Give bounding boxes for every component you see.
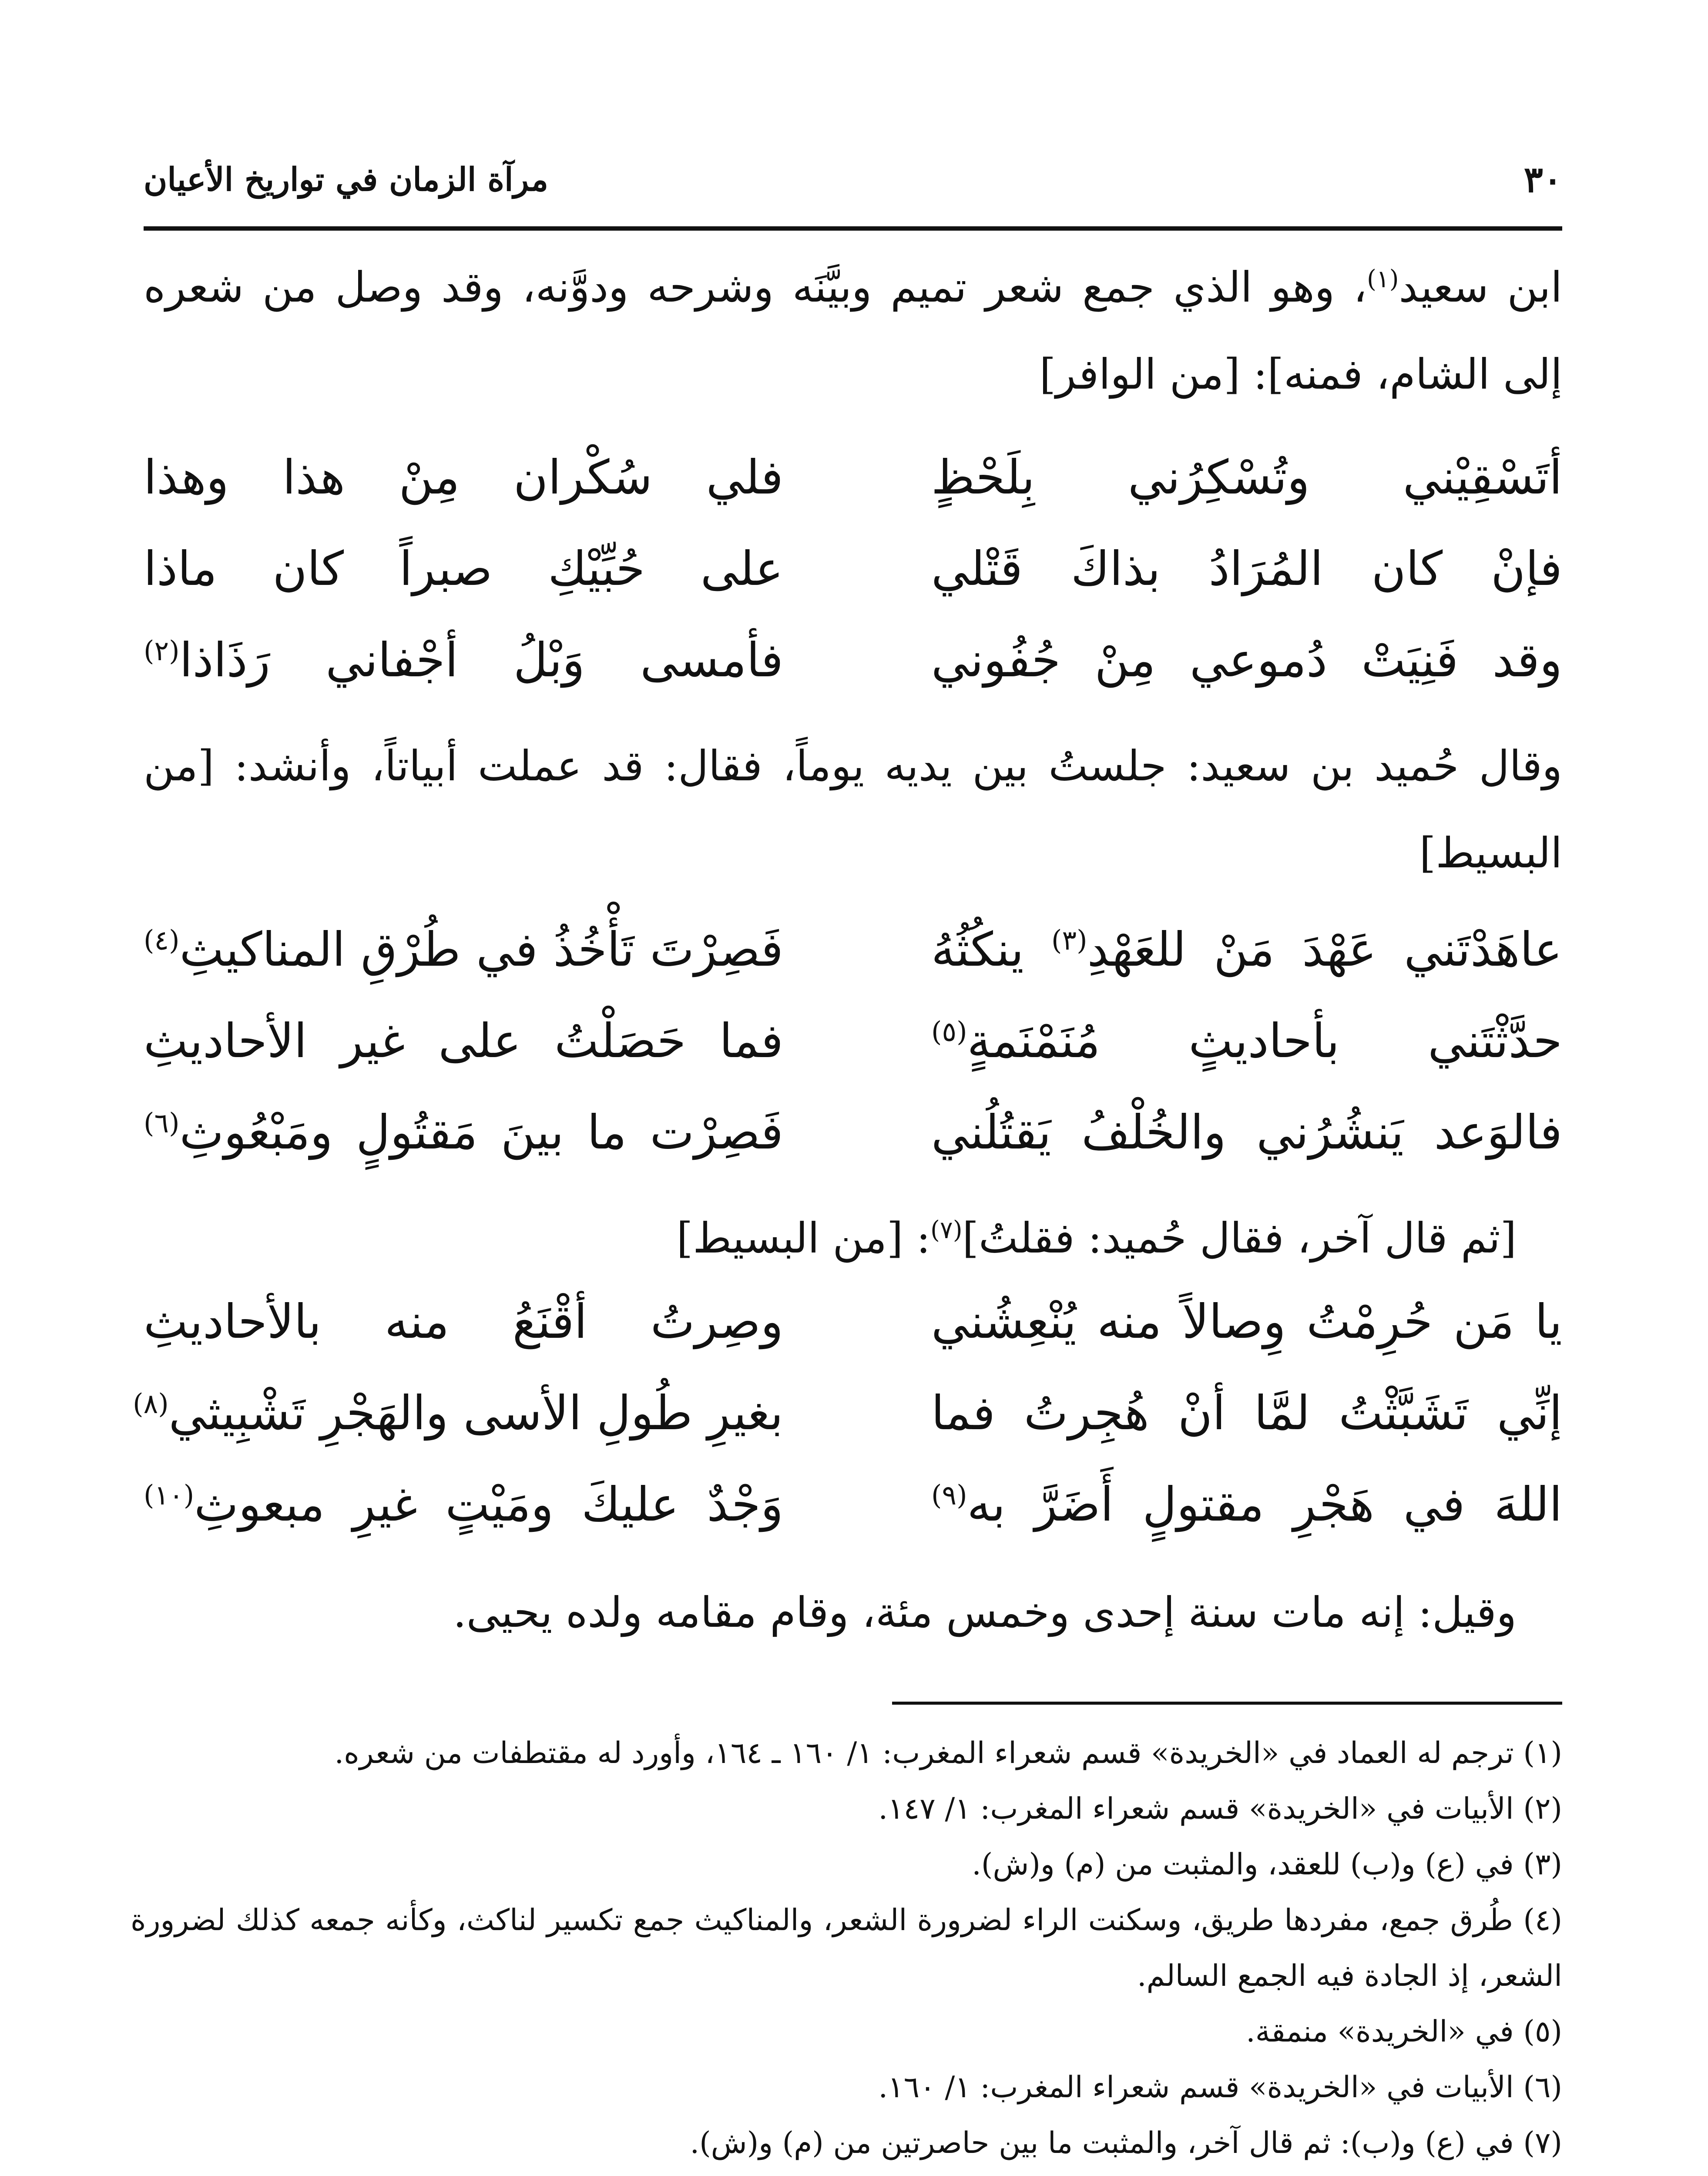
verse-hemistich-second: وصِرتُ أقْنَعُ منه بالأحاديثِ <box>144 1295 783 1349</box>
hemistich-text: بغيرِ طُولِ الأسى والهَجْرِ تَشْبِيثي <box>168 1386 783 1441</box>
footnote-5 <box>131 2004 1562 2060</box>
footnote-ref: (٥) <box>931 1016 967 1048</box>
hemistich-text: وَجْدٌ عليكَ ومَيْتٍ غيرِ مبعوثِ <box>194 1478 783 1532</box>
verse-hemistich-second: فلي سُكْران مِنْ هذا وهذا <box>144 450 783 505</box>
verse-hemistich-first <box>931 1478 1562 1532</box>
verse-hemistich-second <box>144 633 783 688</box>
footnote-number: (٧) <box>1523 2126 1562 2160</box>
footnote-text: الأبيات في «الخريدة» قسم شعراء المغرب: ١/ ١٦٠. <box>878 2070 1514 2105</box>
footnote-number: (٦) <box>1523 2070 1562 2105</box>
hemistich-text: فأمسى وَبْلُ أجْفاني رَذَاذا <box>179 633 783 688</box>
verse-hemistich-first: وقد فَنِيَتْ دُموعي مِنْ جُفُوني <box>931 633 1562 688</box>
footnote-4 <box>131 1893 1562 2004</box>
footnote-ref: (١٠) <box>144 1479 195 1511</box>
footnote-6 <box>131 2060 1562 2116</box>
intro-paragraph <box>144 244 1562 418</box>
footnote-text: في (ع) و(ب): ثم قال آخر، والمثبت ما بين حاصرتين من (م) و(ش). <box>690 2126 1514 2160</box>
narration-paragraph: وقال حُميد بن سعيد: جلستُ بين يديه يوماً، فقال: قد عملت أبياتاً، وأنشد: [من البسيط] <box>144 742 1562 877</box>
footnote-number: (١) <box>1523 1736 1562 1770</box>
footnote-number: (٣) <box>1523 1847 1562 1882</box>
footnote-2 <box>131 1781 1562 1837</box>
footnote-ref: (٨) <box>133 1388 169 1420</box>
footnote-text: في «الخريدة» منمقة. <box>1246 2015 1514 2049</box>
header-rule <box>144 226 1562 231</box>
footnote-text: طُرق جمع، مفردها طريق، وسكنت الراء لضرورة الشعر، والمناكيث جمع تكسير لناكث، وكأنه جمعه كذلك لضرورة الشعر، إذ الجادة فيه الجمع السالم. <box>131 1903 1562 1993</box>
verse-hemistich-first <box>931 923 1562 977</box>
intro-text-start: ابن سعيد <box>1399 263 1563 312</box>
footnote-ref: (٩) <box>931 1479 967 1511</box>
verse-hemistich-second <box>144 1478 783 1532</box>
poem2-verse-1 <box>144 923 1562 1010</box>
verse-hemistich-first: أتَسْقِيْني وتُسْكِرُني بِلَحْظٍ <box>931 450 1562 505</box>
hemistich-text: اللهَ في هَجْرِ مقتولٍ أَضَرَّ به <box>967 1478 1562 1532</box>
footnote-number: (٤) <box>1523 1903 1562 1938</box>
page-number: ٣٠ <box>1523 159 1562 201</box>
footnote-text: الأبيات في «الخريدة» قسم شعراء المغرب: ١/ ١٤٧. <box>878 1792 1514 1826</box>
poem3-verse-2 <box>133 1386 1562 1473</box>
verse-hemistich-second <box>144 1105 783 1160</box>
footnote-ref: (٢) <box>144 635 180 667</box>
poem2-verse-3 <box>144 1105 1562 1192</box>
hemistich-text: حدَّثْتَني بأحاديثٍ مُنَمْنَمةٍ <box>967 1014 1562 1068</box>
hemistich-text-tail: ينكُثُهُ <box>931 923 1051 977</box>
narration-paragraph-2 <box>144 1195 1517 1282</box>
poem1-verse-3 <box>144 633 1562 720</box>
footnote-7 <box>131 2116 1562 2171</box>
closing-paragraph: وقيل: إنه مات سنة إحدى وخمس مئة، وقام مقامه ولده يحيى. <box>453 1588 1517 1637</box>
verse-hemistich-first: فإنْ كان المُرَادُ بذاكَ قَتْلي <box>931 542 1562 596</box>
footnote-1 <box>131 1726 1562 1781</box>
poem3-verse-3 <box>144 1478 1562 1565</box>
footnotes <box>131 1726 1562 2176</box>
poem3-verse-1 <box>144 1295 1562 1382</box>
verse-hemistich-first: يا مَن حُرِمْتُ وِصالاً منه يُنْعِشُني <box>931 1295 1562 1349</box>
footnote-8 <box>131 2171 1562 2176</box>
footnote-text: ترجم له العماد في «الخريدة» قسم شعراء المغرب: ١/ ١٦٠ ـ ١٦٤، وأورد له مقتطفات من شعره. <box>334 1736 1514 1770</box>
footnote-ref: (٦) <box>144 1107 180 1139</box>
footnote-separator <box>892 1702 1562 1705</box>
footnote-number: (٢) <box>1523 1792 1562 1826</box>
verse-hemistich-first: إنِّي تَشَبَّثْتُ لمَّا أنْ هُجِرتُ فما <box>931 1386 1562 1441</box>
verse-hemistich-second <box>133 1386 783 1441</box>
poem1-verse-2 <box>144 542 1562 629</box>
verse-hemistich-second: على حُبِّيْكِ صبراً كان ماذا <box>144 542 783 596</box>
footnote-text: في (ع) و(ب) للعقد، والمثبت من (م) و(ش). <box>972 1847 1514 1882</box>
running-header <box>144 159 1562 207</box>
footnote-ref: (١) <box>1367 265 1399 293</box>
book-title: مرآة الزمان في تواريخ الأعيان <box>144 161 548 198</box>
verse-hemistich-first: فالوَعد يَنشُرُني والخُلْفُ يَقتُلُني <box>931 1105 1562 1160</box>
hemistich-text: عاهَدْتَني عَهْدَ مَنْ للعَهْدِ <box>1087 923 1562 977</box>
hemistich-text: فَصِرْتَ تَأْخُذُ في طُرْقِ المناكيثِ <box>179 923 783 977</box>
para-text: [ثم قال آخر، فقال حُميد: فقلتُ] <box>962 1214 1517 1263</box>
para-text-tail: : [من البسيط] <box>676 1214 931 1263</box>
hemistich-text: فَصِرْت ما بينَ مَقتُولٍ ومَبْعُوثِ <box>179 1105 783 1160</box>
verse-hemistich-second <box>144 923 783 977</box>
poem2-verse-2 <box>144 1014 1562 1101</box>
poem1-verse-1 <box>144 450 1562 537</box>
footnote-ref: (٣) <box>1051 924 1087 956</box>
footnote-number: (٥) <box>1523 2015 1562 2049</box>
verse-hemistich-first <box>931 1014 1562 1068</box>
intro-text-rest: ، وهو الذي جمع شعر تميم وبيَّنَه وشرحه ودوَّنه، وقد وصل من شعره إلى الشام، فمنه]: [من الوافر] <box>144 263 1562 399</box>
footnote-ref: (٤) <box>144 924 180 956</box>
footnote-3 <box>131 1837 1562 1893</box>
footnote-ref: (٧) <box>930 1216 963 1244</box>
verse-hemistich-second: فما حَصَلْتُ على غير الأحاديثِ <box>144 1014 783 1068</box>
